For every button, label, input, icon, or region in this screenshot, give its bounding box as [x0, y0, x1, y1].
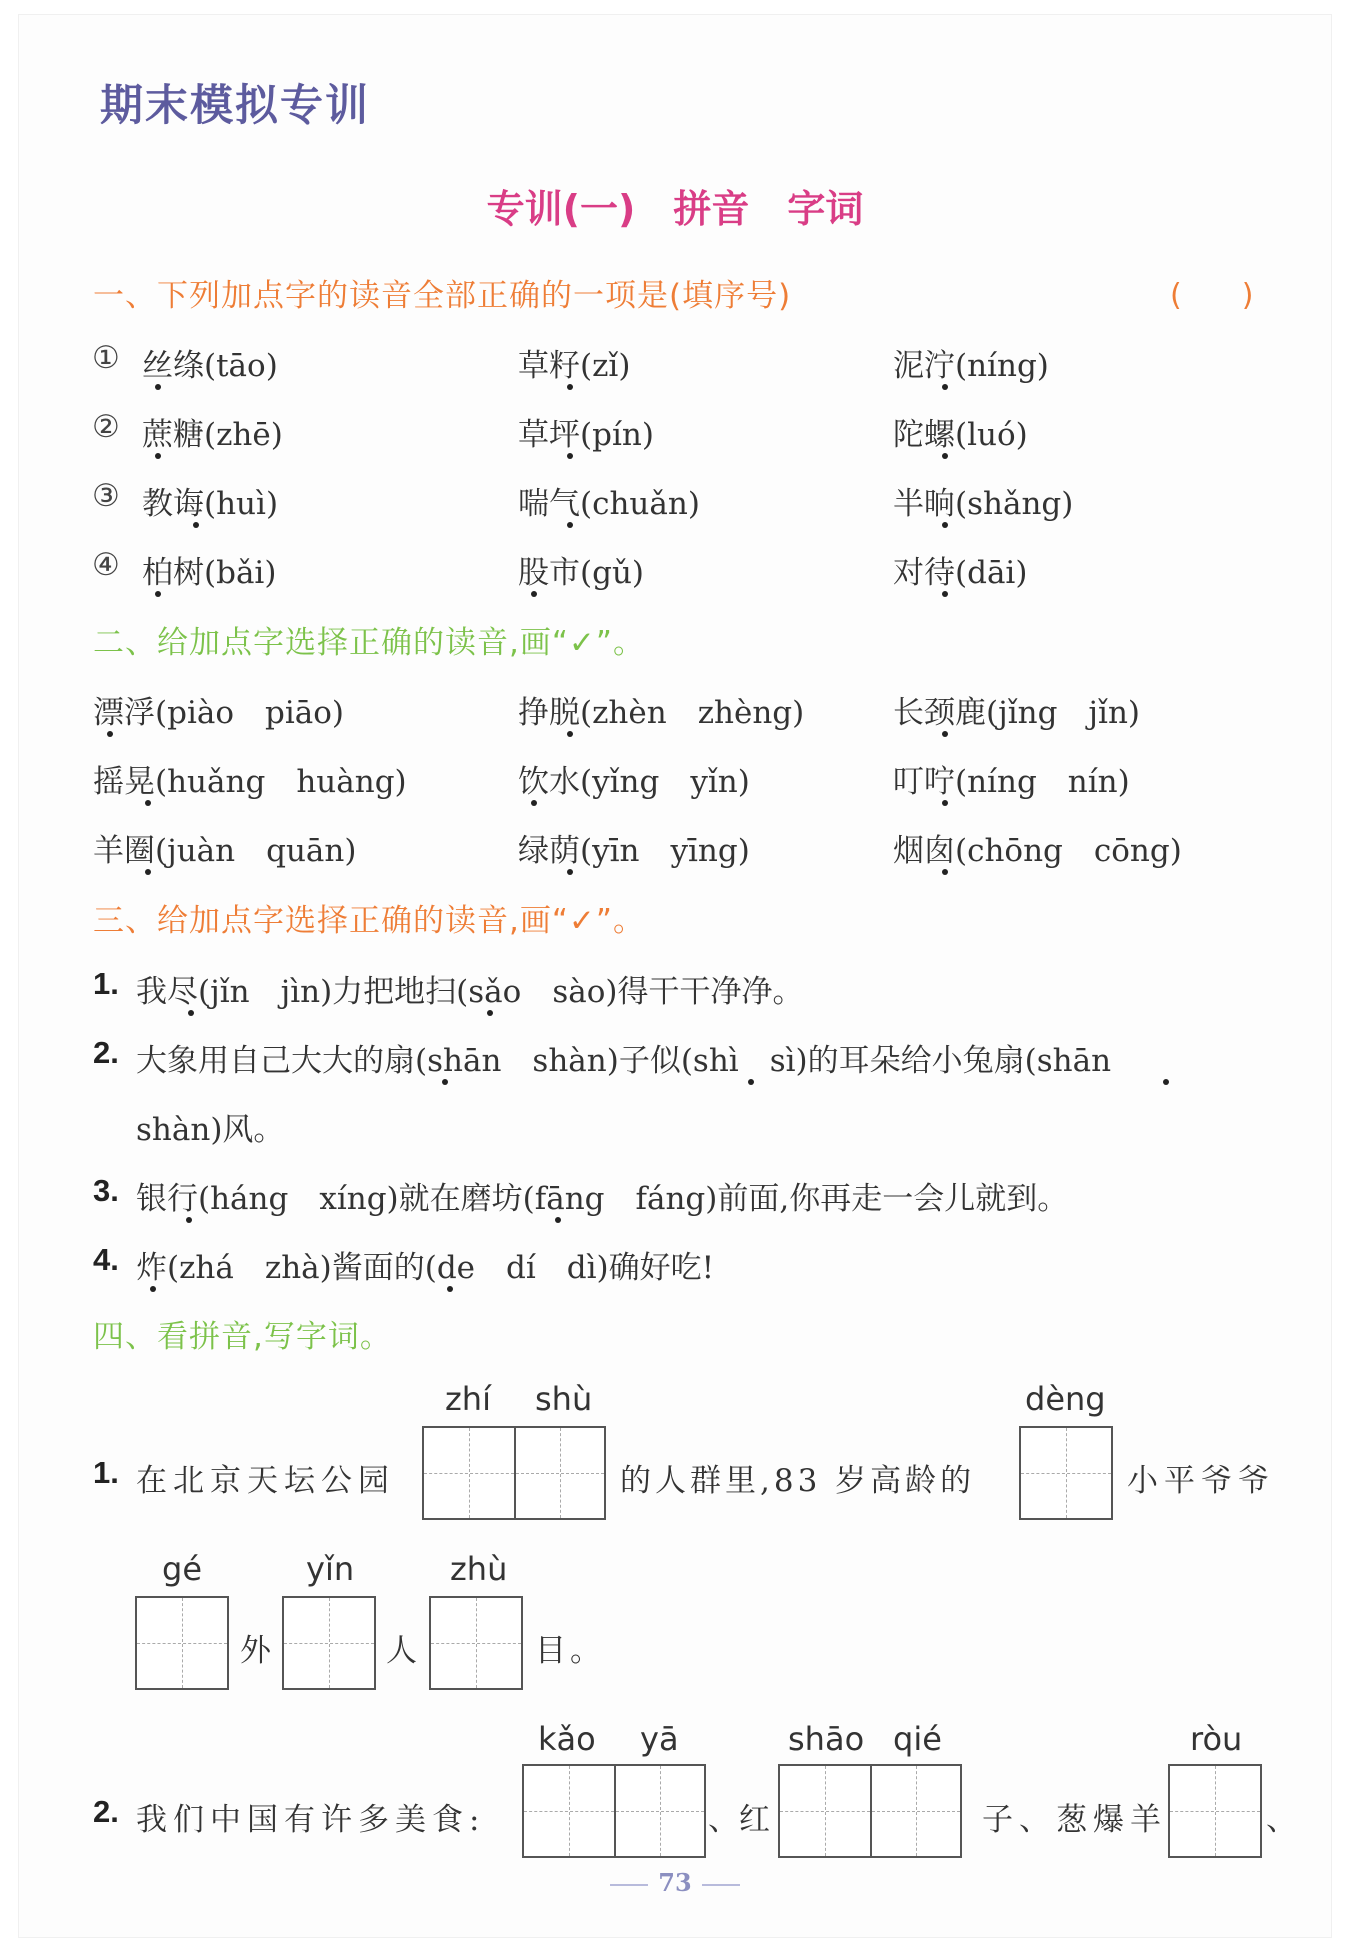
choice-word: 叮咛(níng nín): [893, 764, 1130, 800]
fill-text: 、红: [708, 1802, 770, 1838]
emphasis-dot: [447, 1286, 453, 1292]
writing-cell[interactable]: [431, 1598, 521, 1688]
option-word: 草坪(pín): [518, 417, 654, 453]
choice-word: 烟囱(chōng cōng): [893, 833, 1182, 869]
emphasis-dot: [942, 591, 948, 597]
choice-word: 漂浮(piào piāo): [93, 695, 344, 731]
emphasis-dot: [567, 869, 573, 875]
pinyin-label: yǐn: [306, 1550, 355, 1588]
emphasis-dot: [193, 522, 199, 528]
choice-word: 羊圈(juàn quān): [93, 833, 357, 869]
question-number: 3.: [93, 1173, 119, 1208]
writing-grid[interactable]: [522, 1764, 706, 1858]
page-number-rule: [702, 1884, 740, 1886]
page-number-text: 73: [658, 1868, 692, 1897]
writing-grid[interactable]: [1019, 1426, 1113, 1520]
writing-cell[interactable]: [424, 1428, 514, 1518]
emphasis-dot: [942, 869, 948, 875]
part2-heading: 二、给加点字选择正确的读音,画“✓”。: [93, 625, 645, 661]
emphasis-dot: [567, 522, 573, 528]
pinyin-label: qié: [893, 1720, 942, 1758]
writing-cell[interactable]: [137, 1598, 227, 1688]
option-word: 蔗糖(zhē): [142, 417, 283, 453]
emphasis-dot: [107, 731, 113, 737]
sentence: 炸(zhá zhà)酱面的(de dí dì)确好吃!: [136, 1250, 715, 1286]
pinyin-label: ròu: [1190, 1720, 1243, 1758]
option-word: 丝绦(tāo): [142, 348, 278, 384]
question-number: 1.: [93, 1455, 119, 1490]
question-number: 4.: [93, 1242, 119, 1277]
question-number: 2.: [93, 1035, 119, 1070]
pinyin-label: yā: [640, 1720, 679, 1758]
option-word: 泥泞(níng): [893, 348, 1049, 384]
option-number: ④: [92, 547, 120, 583]
option-number: ②: [92, 409, 120, 445]
fill-text: 小平爷爷: [1127, 1463, 1275, 1499]
writing-cell[interactable]: [524, 1766, 614, 1856]
emphasis-dot: [531, 591, 537, 597]
emphasis-dot: [186, 1217, 192, 1223]
option-word: 草籽(zǐ): [518, 348, 631, 384]
option-word: 柏树(bǎi): [142, 555, 277, 591]
emphasis-dot: [531, 800, 537, 806]
choice-word: 挣脱(zhèn zhèng): [518, 695, 805, 731]
fill-text: 子、葱爆羊: [982, 1802, 1167, 1838]
pinyin-label: shù: [535, 1380, 593, 1418]
fill-text: 在北京天坛公园: [136, 1463, 395, 1499]
writing-grid[interactable]: [282, 1596, 376, 1690]
option-word: 教诲(huì): [142, 486, 279, 522]
pinyin-label: zhù: [450, 1550, 508, 1588]
part4-heading: 四、看拼音,写字词。: [93, 1319, 392, 1355]
fill-text: 我们中国有许多美食:: [136, 1802, 486, 1838]
writing-cell[interactable]: [614, 1766, 704, 1856]
writing-cell[interactable]: [870, 1766, 960, 1856]
emphasis-dot: [145, 800, 151, 806]
writing-grid[interactable]: [429, 1596, 523, 1690]
option-word: 喘气(chuǎn): [518, 486, 700, 522]
option-word: 半晌(shǎng): [893, 486, 1074, 522]
section-title: 专训(一) 拼音 字词: [486, 187, 864, 231]
choice-word: 长颈鹿(jǐng jǐn): [893, 695, 1141, 731]
emphasis-dot: [567, 453, 573, 459]
question-number: 2.: [93, 1794, 119, 1829]
fill-text: 、: [1266, 1802, 1297, 1838]
pinyin-label: gé: [162, 1550, 202, 1588]
sentence-continued: shàn)风。: [136, 1112, 285, 1148]
emphasis-dot: [155, 384, 161, 390]
writing-grid[interactable]: [135, 1596, 229, 1690]
question-number: 1.: [93, 966, 119, 1001]
pinyin-label: shāo: [788, 1720, 865, 1758]
pinyin-label: kǎo: [538, 1720, 596, 1758]
emphasis-dot: [567, 384, 573, 390]
emphasis-dot: [145, 869, 151, 875]
option-number: ①: [92, 340, 120, 376]
writing-grid[interactable]: [422, 1426, 606, 1520]
sentence: 银行(háng xíng)就在磨坊(fāng fáng)前面,你再走一会儿就到。: [136, 1181, 1069, 1217]
part1-heading: 一、下列加点字的读音全部正确的一项是(填序号): [93, 278, 792, 314]
emphasis-dot: [1163, 1079, 1169, 1085]
writing-cell[interactable]: [780, 1766, 870, 1856]
emphasis-dot: [155, 453, 161, 459]
page-title: 期末模拟专训: [100, 81, 370, 131]
sentence: 我尽(jǐn jìn)力把地扫(sǎo sào)得干干净净。: [136, 974, 804, 1010]
part3-heading: 三、给加点字选择正确的读音,画“✓”。: [93, 903, 645, 939]
answer-paren[interactable]: ( ): [1170, 278, 1254, 313]
option-number: ③: [92, 478, 120, 514]
option-word: 对待(dāi): [893, 555, 1028, 591]
emphasis-dot: [748, 1079, 754, 1085]
emphasis-dot: [155, 591, 161, 597]
emphasis-dot: [942, 453, 948, 459]
choice-word: 摇晃(huǎng huàng): [93, 764, 407, 800]
writing-cell[interactable]: [284, 1598, 374, 1688]
emphasis-dot: [150, 1286, 156, 1292]
fill-text: 目。: [535, 1633, 605, 1669]
emphasis-dot: [487, 1010, 493, 1016]
fill-text: 外: [240, 1633, 271, 1669]
page-number: [0, 1868, 1350, 1897]
emphasis-dot: [555, 1217, 561, 1223]
emphasis-dot: [942, 800, 948, 806]
sentence: 大象用自己大大的扇(shān shàn)子似(shì sì)的耳朵给小兔扇(shān: [136, 1043, 1112, 1079]
fill-text: 人: [386, 1633, 417, 1669]
writing-grid[interactable]: [778, 1764, 962, 1858]
fill-text: 的人群里,83 岁高龄的: [620, 1463, 976, 1499]
pinyin-label: dèng: [1025, 1380, 1106, 1418]
emphasis-dot: [942, 522, 948, 528]
writing-cell[interactable]: [1021, 1428, 1111, 1518]
choice-word: 饮水(yǐng yǐn): [518, 764, 750, 800]
emphasis-dot: [567, 731, 573, 737]
emphasis-dot: [188, 1010, 194, 1016]
writing-cell[interactable]: [1170, 1766, 1260, 1856]
pinyin-label: zhí: [445, 1380, 491, 1418]
emphasis-dot: [442, 1079, 448, 1085]
option-word: 股市(gǔ): [518, 555, 644, 591]
writing-grid[interactable]: [1168, 1764, 1262, 1858]
emphasis-dot: [942, 731, 948, 737]
option-word: 陀螺(luó): [893, 417, 1028, 453]
choice-word: 绿荫(yīn yīng): [518, 833, 750, 869]
page-number-rule: [610, 1884, 648, 1886]
emphasis-dot: [942, 384, 948, 390]
writing-cell[interactable]: [514, 1428, 604, 1518]
